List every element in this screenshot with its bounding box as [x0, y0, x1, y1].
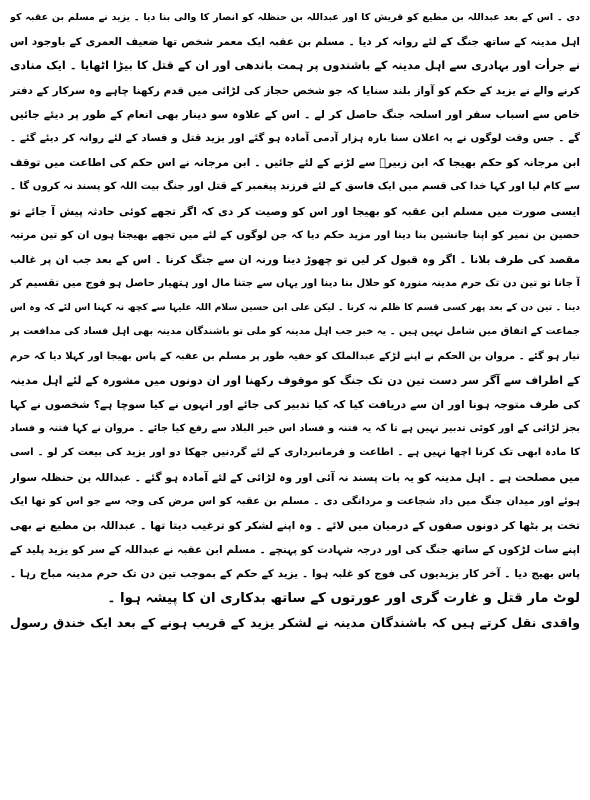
text-line: جماعت کے اتفاق میں شامل نہیں ہیں ۔ یہ خبر جب اہل مدینہ کو ملی تو باشندگان مدینہ بھی اہل فساد کی مدافعت پر [10, 326, 580, 338]
text-line: گے ۔ جس وقت لوگوں نے یہ اعلان سنا بارہ ہزار آدمی آمادہ ہو گئے اور یزید قتل و فساد کے لئے روانہ کر دیئے گئے ۔ [10, 132, 580, 144]
text-line: دی ۔ اس کے بعد عبداللہ بن مطیع کو قریش کا اور عبداللہ بن حنظلہ کو انصار کا والی بنا دیا ۔ یزید نے مسلم بن عقبہ کو [10, 12, 580, 23]
text-line: لوٹ مار قتل و غارت گری اور عورتوں کے ساتھ بدکاری ان کا پیشہ ہوا ۔ [107, 590, 580, 606]
text-line: ہوئے اور میدان جنگ میں داد شجاعت و مردانگی دی ۔ مسلم بن عقبہ کو اس مرض کی وجہ سے جو اس کو تھا ایک [10, 495, 580, 507]
text-line: خاص سے اسباب سفر اور اسلحہ جنگ حاصل کر لے ۔ اس کے علاوہ سو دینار بھی انعام کے طور پر دیئے جائیں [10, 107, 580, 121]
text-line: دینا ۔ تین دن کے بعد پھر کسی قسم کا ظلم نہ کرنا ۔ لیکن علی ابن حسین سلام اللہ علیہا سے کچھ نہ کہنا اس لئے کہ وہ اس [10, 302, 580, 314]
text-line: نے جرأت اور بہادری سے اہل مدینہ کے باشندوں پر ہمت باندھی اور ان کے قتل کا بیڑا اٹھایا ۔ ایک منادی [10, 59, 580, 73]
text-line: کرنے والے نے یزید کے حکم کو آواز بلند سنایا کہ جو شخص حجاز کی لڑائی میں قدم رکھنا چاہے وہ سرکار کے دفتر [10, 84, 580, 97]
text-line: پاس بھیج دیا ۔ آخر کار یزیدیوں کی فوج کو غلبہ ہوا ۔ یزید کے حکم کے بموجب تین دن تک حرم مدینہ مباح رہا ۔ [10, 568, 580, 581]
text-line: ایسی صورت میں مسلم ابن عقبہ کو بھیجا اور اس کو وصیت کر دی کہ اگر تجھے کوئی حادثہ پیش آ جائے تو [10, 204, 580, 218]
text-line: اپنے سات لڑکوں کے ساتھ جنگ کی اور درجہ شہادت کو پہنچے ۔ مسلم ابن عقبہ نے عبداللہ کے سر کو یزید پلید کے [10, 544, 580, 557]
text-line: آ جانا تو تین دن تک حرم مدینہ منورہ کو حلال بنا دینا اور یہاں سے جتنا مال اور ہتھیار حاصل ہو فوج میں تقسیم کر [10, 278, 580, 290]
text-line: کے اطراف سے آگر سر دست تین دن تک جنگ کو موقوف رکھنا اور ان دونوں میں مشورہ کے لئے اہل مدینہ [10, 373, 580, 387]
text-line: واقدی نقل کرتے ہیں کہ باشندگان مدینہ نے لشکر یزید کے قریب ہونے کے بعد ایک خندق رسول [10, 614, 580, 630]
text-line: اہل مدینہ کے ساتھ جنگ کے لئے روانہ کر دیا ۔ مسلم بن عقبہ ایک معمر شخص تھا ضعیف العمری کے باوجود اس [10, 36, 580, 49]
text-line: کی طرف متوجہ ہونا اور ان سے دریافت کیا کہ کیا تدبیر کی جائے اور انہوں نے کیا سوچا ہے؟ شخصوں نے کہا [10, 398, 580, 411]
text-line: مقصد کی طرف بلانا ۔ اگر وہ قبول کر لیں تو چھوڑ دینا ورنہ ان سے جنگ کرنا ۔ اس کے بعد جب ان پر غالب [10, 252, 580, 266]
text-line: تخت پر بٹھا کر دونوں صفوں کے درمیان میں لائے ۔ وہ اپنے لشکر کو ترغیب دیتا تھا ۔ عبداللہ بن مطیع نے بھی [10, 518, 580, 532]
text-line: کا مادہ ابھی تک کرنا اچھا نہیں ہے ۔ اطاعت و فرمانبرداری کے لئے گردنیں جھکا دو اور یزید کی بیعت کر لو ۔ اسی [10, 447, 580, 459]
text-line: میں مصلحت ہے ۔ اہل مدینہ کو یہ بات پسند نہ آئی اور وہ لڑائی کے لئے آمادہ ہو گئے ۔ عبداللہ بن حنظلہ سوار [10, 470, 580, 484]
text-line: تیار ہو گئے ۔ مروان بن الحکم نے اپنے لڑکے عبدالملک کو خفیہ طور پر مسلم بن عقبہ کے پاس بھیجا اور کہلا دیا کہ حرم [10, 350, 580, 362]
text-line: ابن مرجانہ کو حکم بھیجا کہ ابن زبیرؓ سے لڑنے کے لئے جائیں ۔ ابن مرجانہ نے اس حکم کی اطاعت میں توقف [10, 156, 580, 170]
text-line: حصین بن نمیر کو اپنا جانشین بنا دینا اور مزید حکم دیا کہ جن لوگوں کے لئے میں تجھے بھیجتا ہوں ان کو تین مرتبہ [10, 229, 580, 241]
text-line: سے کام لیا اور کہا خدا کی قسم میں ایک فاسق کے لئے فرزند پیغمبر کے قتل اور جنگ بیت اللہ کو پسند نہ کروں گا ۔ [10, 181, 580, 193]
text-line: بجز لڑائی کے اور کوئی تدبیر نہیں ہے تا کہ یہ فتنہ و فساد اس خیر البلاد سے رفع کیا جائے ۔ مروان نے کہا فتنہ و فساد [10, 423, 580, 435]
